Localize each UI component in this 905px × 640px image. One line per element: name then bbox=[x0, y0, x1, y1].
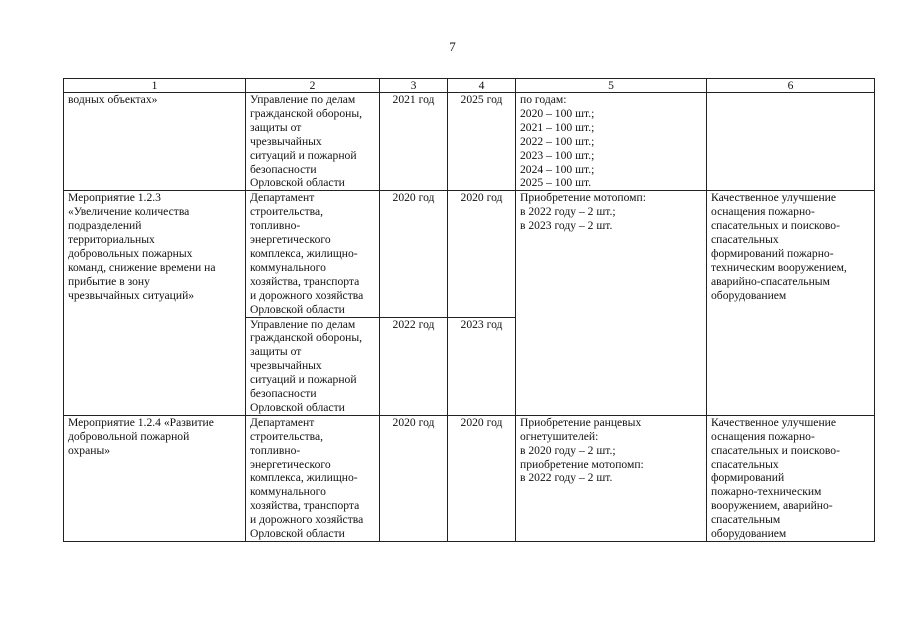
executor-cell bbox=[246, 317, 380, 415]
text-line: топливно- bbox=[250, 219, 301, 233]
text-line: 2021 – 100 шт.; bbox=[520, 120, 595, 134]
text-line: топливно- bbox=[250, 443, 301, 457]
text-line: чрезвычайных bbox=[250, 134, 322, 148]
header-row bbox=[64, 79, 875, 93]
text-line: вооружением, аварийно- bbox=[711, 499, 833, 513]
text-line: водных объектах» bbox=[68, 93, 158, 106]
text-line: гражданской обороны, bbox=[250, 331, 363, 345]
text-line: по годам: bbox=[520, 93, 567, 106]
table-row bbox=[64, 93, 875, 191]
text-line: оснащения пожарно- bbox=[711, 205, 815, 219]
text-line: коммунального bbox=[250, 260, 326, 274]
text-line: Управление по делам bbox=[250, 317, 356, 331]
table-row bbox=[64, 415, 875, 541]
page-number: 7 bbox=[449, 39, 456, 54]
start-year-cell: 2020 год bbox=[380, 415, 448, 541]
text-line: аварийно-спасательным bbox=[711, 274, 830, 288]
text-line: прибытие в зону bbox=[68, 274, 150, 288]
text-line: спасательных bbox=[711, 233, 779, 247]
text-line: комплекса, жилищно- bbox=[250, 471, 358, 485]
text-line: Качественное улучшение bbox=[711, 415, 837, 429]
text-line: «Увеличение количества bbox=[68, 205, 190, 219]
end-year-cell: 2020 год bbox=[448, 191, 516, 317]
text-line: пожарно-техническим bbox=[711, 485, 822, 499]
text-line: Приобретение мотопомп: bbox=[520, 191, 646, 205]
measures-table bbox=[63, 78, 875, 542]
effect-cell bbox=[707, 415, 875, 541]
table-row bbox=[64, 191, 875, 317]
text-line: строительства, bbox=[250, 429, 324, 443]
text-line: чрезвычайных ситуаций» bbox=[68, 288, 195, 302]
text-line: энергетического bbox=[250, 233, 331, 247]
text-line: чрезвычайных bbox=[250, 359, 322, 373]
text-line: и дорожного хозяйства bbox=[250, 513, 364, 527]
text-line: Орловской области bbox=[250, 302, 345, 316]
text-line: энергетического bbox=[250, 457, 331, 471]
column-header: 3 bbox=[380, 79, 448, 93]
text-line: Орловской области bbox=[250, 527, 345, 541]
text-line: спасательных bbox=[711, 457, 779, 471]
column-header: 5 bbox=[516, 79, 707, 93]
text-line: хозяйства, транспорта bbox=[250, 274, 360, 288]
text-line: ситуаций и пожарной bbox=[250, 148, 357, 162]
result-cell bbox=[516, 415, 707, 541]
text-line: комплекса, жилищно- bbox=[250, 246, 358, 260]
text-line: техническим вооружением, bbox=[711, 260, 847, 274]
result-cell bbox=[516, 93, 707, 191]
start-year-cell: 2021 год bbox=[380, 93, 448, 191]
text-line: команд, снижение времени на bbox=[68, 260, 216, 274]
text-line: подразделений bbox=[68, 219, 142, 233]
measure-cell bbox=[64, 93, 246, 191]
text-line: Приобретение ранцевых bbox=[520, 415, 642, 429]
end-year-cell: 2025 год bbox=[448, 93, 516, 191]
column-header: 1 bbox=[64, 79, 246, 93]
text-line: и дорожного хозяйства bbox=[250, 288, 364, 302]
start-year-cell: 2020 год bbox=[380, 191, 448, 317]
text-line: Департамент bbox=[250, 191, 315, 205]
measure-cell bbox=[64, 415, 246, 541]
text-line: спасательных и поисково- bbox=[711, 219, 840, 233]
text-line: в 2022 году – 2 шт.; bbox=[520, 205, 616, 219]
text-line: в 2022 году – 2 шт. bbox=[520, 471, 613, 485]
text-line: гражданской обороны, bbox=[250, 106, 363, 120]
result-cell bbox=[516, 191, 707, 416]
text-line: 2024 – 100 шт.; bbox=[520, 162, 595, 176]
text-line: безопасности bbox=[250, 162, 317, 176]
effect-cell bbox=[707, 191, 875, 416]
text-line: территориальных bbox=[68, 233, 155, 247]
text-line: спасательным bbox=[711, 513, 781, 527]
effect-cell bbox=[707, 93, 875, 191]
text-line: спасательных и поисково- bbox=[711, 443, 840, 457]
start-year-cell: 2022 год bbox=[380, 317, 448, 415]
text-line: в 2020 году – 2 шт.; bbox=[520, 443, 616, 457]
text-line: Мероприятие 1.2.3 bbox=[68, 191, 161, 205]
text-line: огнетушителей: bbox=[520, 429, 599, 443]
text-line: ситуаций и пожарной bbox=[250, 373, 357, 387]
text-line: Управление по делам bbox=[250, 93, 356, 106]
text-line: приобретение мотопомп: bbox=[520, 457, 644, 471]
text-line: в 2023 году – 2 шт. bbox=[520, 219, 613, 233]
text-line: 2023 – 100 шт.; bbox=[520, 148, 595, 162]
text-line: формирований пожарно- bbox=[711, 246, 834, 260]
text-line: Орловской области bbox=[250, 176, 345, 190]
text-line: защиты от bbox=[250, 120, 302, 134]
text-line: хозяйства, транспорта bbox=[250, 499, 360, 513]
end-year-cell: 2020 год bbox=[448, 415, 516, 541]
text-line: 2022 – 100 шт.; bbox=[520, 134, 595, 148]
text-line: Орловской области bbox=[250, 400, 345, 414]
text-line: строительства, bbox=[250, 205, 324, 219]
text-line: добровольной пожарной bbox=[68, 429, 190, 443]
text-line: Качественное улучшение bbox=[711, 191, 837, 205]
text-line: оборудованием bbox=[711, 288, 787, 302]
column-header: 4 bbox=[448, 79, 516, 93]
executor-cell bbox=[246, 191, 380, 317]
column-header: 6 bbox=[707, 79, 875, 93]
text-line: безопасности bbox=[250, 387, 317, 401]
text-line: оборудованием bbox=[711, 527, 787, 541]
text-line: формирований bbox=[711, 471, 785, 485]
measure-cell bbox=[64, 191, 246, 416]
text-line: оснащения пожарно- bbox=[711, 429, 815, 443]
text-line: коммунального bbox=[250, 485, 326, 499]
text-line: 2020 – 100 шт.; bbox=[520, 106, 595, 120]
text-line: защиты от bbox=[250, 345, 302, 359]
text-line: охраны» bbox=[68, 443, 111, 457]
end-year-cell: 2023 год bbox=[448, 317, 516, 415]
executor-cell bbox=[246, 415, 380, 541]
executor-cell bbox=[246, 93, 380, 191]
text-line: Мероприятие 1.2.4 «Развитие bbox=[68, 415, 214, 429]
text-line: добровольных пожарных bbox=[68, 246, 193, 260]
column-header: 2 bbox=[246, 79, 380, 93]
text-line: 2025 – 100 шт. bbox=[520, 176, 592, 190]
text-line: Департамент bbox=[250, 415, 315, 429]
